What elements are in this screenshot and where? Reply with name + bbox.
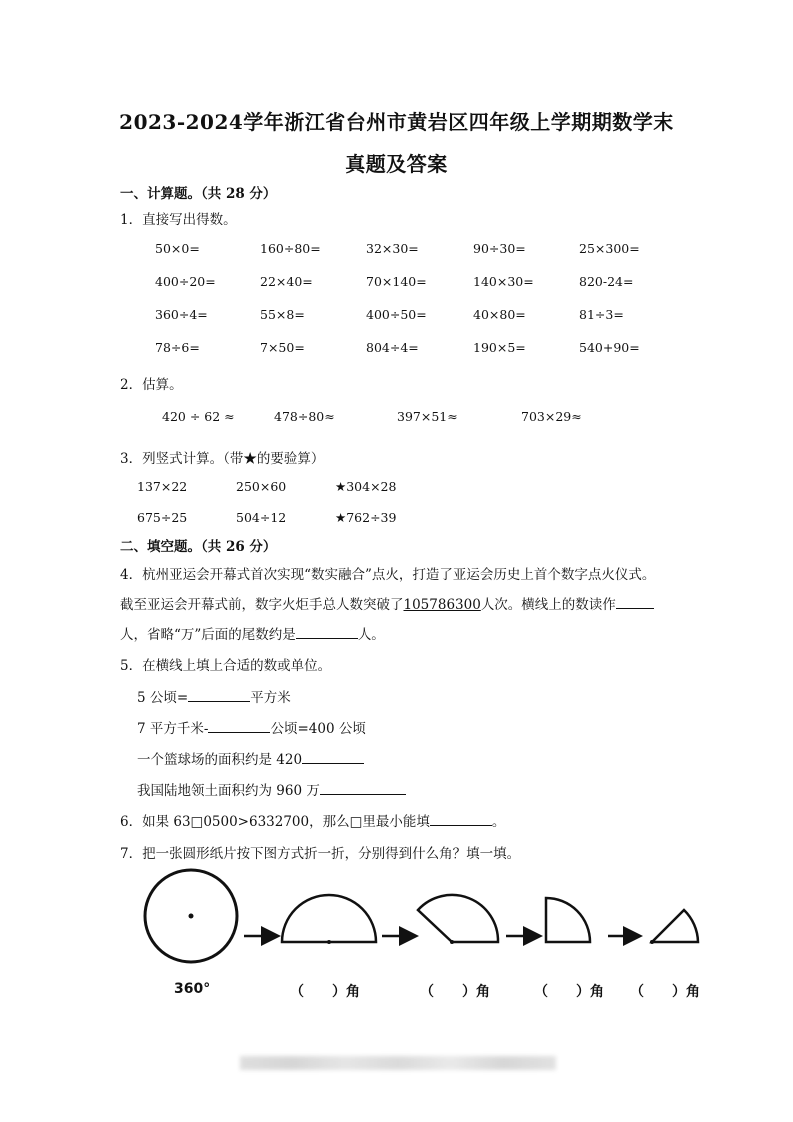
mental-math-item: 25×300= [579,241,640,256]
mental-math-item: 70×140= [366,274,427,289]
question4-line3 [120,623,385,643]
question2-label: 2．估算。 [120,377,183,393]
obtuse-sector-shape [418,895,498,944]
question6-end: 。 [491,814,506,830]
item2-text-a: 7 平方千米- [137,721,209,737]
mental-math-item: 804÷4= [366,340,419,355]
mental-math-item: 40×80= [473,307,526,322]
estimation-item: 478÷80≈ [274,409,335,424]
question4-text-b: 人次。横线上的数读作 [480,597,616,613]
mental-math-item: 360÷4= [155,307,208,322]
torchbearer-count: 105786300 [403,597,481,613]
blurred-footer [240,1056,556,1070]
question7-label: 7．把一张圆形纸片按下图方式折一折，分别得到什么角？填一填。 [120,846,521,862]
mental-math-item: 22×40= [260,274,313,289]
estimation-item: 703×29≈ [521,409,582,424]
mental-math-item: 400÷50= [366,307,427,322]
question5-item2 [137,717,366,737]
vertical-calc-item: 504÷12 [236,510,287,525]
mental-math-item: 55×8= [260,307,305,322]
answer-blank[interactable] [430,811,492,826]
acute-sector-shape [650,910,698,944]
question5-item1 [137,686,291,706]
mental-math-item: 190×5= [473,340,526,355]
vertical-calc-item: 250×60 [236,479,287,494]
mental-math-item: 140×30= [473,274,534,289]
item1-text-b: 平方米 [250,690,291,706]
quarter-circle-shape [546,898,590,942]
mental-math-item: 7×50= [260,340,305,355]
full-circle-shape [145,870,237,962]
question5-label: 5．在横线上填上合适的数或单位。 [120,658,332,674]
question6-text: 6．如果 63□0500>6332700，那么□里最小能填 [120,814,430,830]
question5-item4 [137,779,406,799]
answer-blank[interactable] [616,594,654,609]
vertical-calc-item: 675÷25 [137,510,188,525]
answer-blank[interactable] [296,624,358,639]
answer-blank[interactable] [320,780,406,795]
question3-label: 3．列竖式计算。（带★的要验算） [120,451,325,467]
question4-line1: 4．杭州亚运会开幕式首次实现“数实融合”点火，打造了亚运会历史上首个数字点火仪式。 [120,567,656,583]
answer-blank[interactable] [208,718,270,733]
mental-math-item: 32×30= [366,241,419,256]
mental-math-item: 50×0= [155,241,200,256]
question6 [120,810,505,830]
question4-text-a: 截至亚运会开幕式前，数字火炬手总人数突破了 [120,597,404,613]
caption-full-angle: 360° [174,981,211,997]
question4-text-c: 人，省略“万”后面的尾数约是 [120,627,296,643]
answer-blank[interactable] [302,749,364,764]
estimation-item: 397×51≈ [397,409,458,424]
item4-text: 我国陆地领土面积约为 960 万 [137,783,320,799]
vertical-calc-item: 137×22 [137,479,188,494]
caption-angle-2: （ ）角 [420,984,490,1000]
mental-math-item: 78÷6= [155,340,200,355]
section2-heading: 二、填空题。（共 26 分） [120,539,277,555]
mental-math-item: 400÷20= [155,274,216,289]
item3-text: 一个篮球场的面积约是 420 [137,752,303,768]
semicircle-shape [282,895,376,944]
question1-label: 1．直接写出得数。 [120,212,237,228]
mental-math-item: 90÷30= [473,241,526,256]
item1-text-a: 5 公顷= [137,690,189,706]
caption-angle-4: （ ）角 [630,984,700,1000]
estimation-item: 420 ÷ 62 ≈ [162,409,235,424]
vertical-calc-item: ★304×28 [335,479,397,494]
question4-line2 [120,593,654,613]
mental-math-item: 540+90= [579,340,640,355]
mental-math-item: 81÷3= [579,307,624,322]
mental-math-item: 820-24= [579,274,634,289]
question4-text-d: 人。 [357,627,385,643]
caption-angle-3: （ ）角 [534,984,604,1000]
caption-angle-1: （ ）角 [290,984,360,1000]
answer-blank[interactable] [188,687,250,702]
page-title-line1: 2023-2024学年浙江省台州市黄岩区四年级上学期期数学末 [119,110,674,134]
mental-math-item: 160÷80= [260,241,321,256]
vertical-calc-item: ★762÷39 [335,510,397,525]
item2-text-b: 公顷=400 公顷 [270,721,366,737]
page-title-line2: 真题及答案 [345,152,448,176]
section1-heading: 一、计算题。（共 28 分） [120,186,277,202]
question5-item3 [137,748,364,768]
